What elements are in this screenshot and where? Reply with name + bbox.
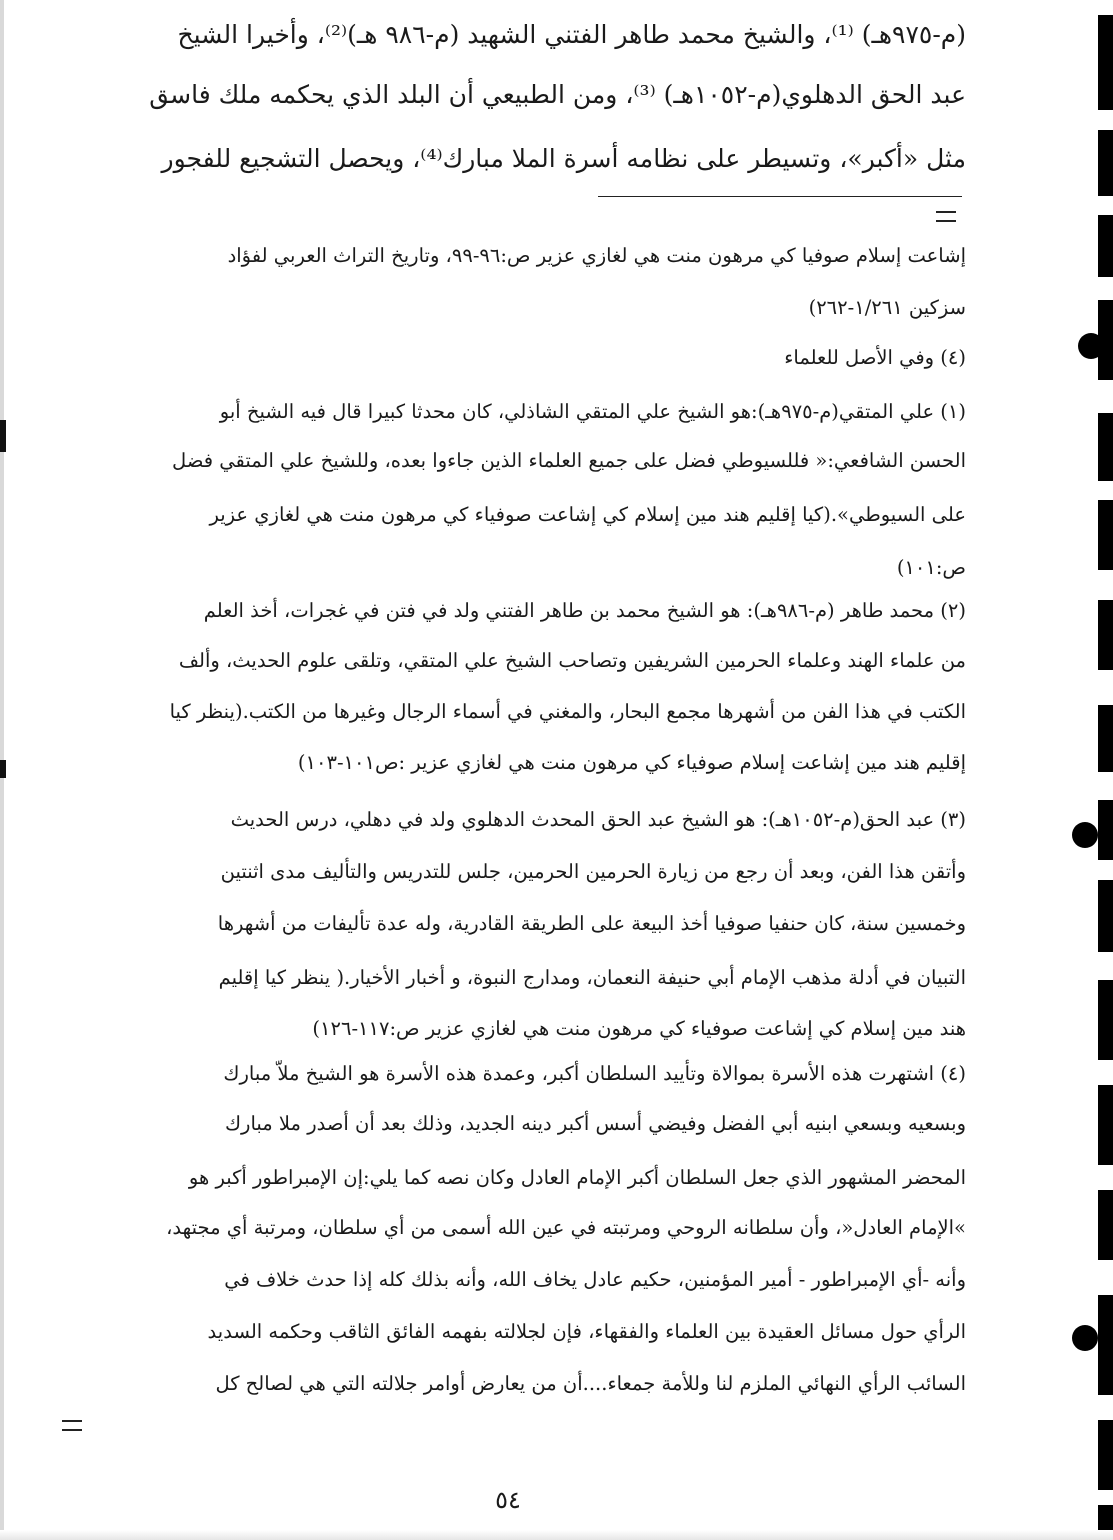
footnote-line: وأتقن هذا الفن، وبعد أن رجع من زيارة الحرمين الحرمين، جلس للتدريس والتأليف مدى اثنتين bbox=[220, 860, 966, 883]
edge-tick-mark bbox=[0, 420, 6, 452]
footnote-line: هند مين إسلام كي إشاعت صوفياء كي مرهون منت هي لغازي عزير ص:١١٧-١٢٦) bbox=[312, 1017, 966, 1040]
binder-mark bbox=[1098, 980, 1113, 1060]
binder-mark bbox=[1098, 880, 1113, 952]
main-text-line: مثل «أكبر»، وتسيطر على نظامه أسرة الملا مبارك⁽⁴⁾، ويحصل التشجيع للفجور bbox=[161, 144, 966, 173]
binder-mark bbox=[1098, 130, 1113, 196]
edge-tick-mark bbox=[0, 760, 6, 778]
binder-mark bbox=[1098, 1295, 1113, 1395]
footnote-line: وأنه -أي الإمبراطور - أمير المؤمنين، حكيم عادل يخاف الله، وأنه بذلك كله إذا حدث خلاف في bbox=[224, 1268, 966, 1291]
binder-mark bbox=[1098, 705, 1113, 772]
binder-mark bbox=[1098, 600, 1113, 670]
page-bottom-edge bbox=[0, 1530, 1113, 1540]
binder-mark bbox=[1098, 413, 1113, 481]
binder-mark bbox=[1098, 500, 1113, 570]
continuation-mark bbox=[62, 1420, 82, 1431]
binder-hole bbox=[1072, 1325, 1098, 1351]
binder-mark bbox=[1098, 1420, 1113, 1490]
binder-mark bbox=[1098, 800, 1113, 860]
footnote-line: السائب الرأي النهائي الملزم لنا وللأمة جمعاء....أن من يعارض أوامر جلالته التي هي لصالح كل bbox=[215, 1372, 966, 1395]
footnote-line: وبسعيه وبسعي ابنيه أبي الفضل وفيضي أسس أكبر دينه الجديد، وذلك بعد أن أصدر ملا مبارك bbox=[224, 1112, 966, 1135]
binder-mark bbox=[1098, 1190, 1113, 1260]
footnote-line: »الإمام العادل«، وأن سلطانه الروحي ومرتبته في عين الله أسمى من أي سلطان، ومرتبة أي مجتهد، bbox=[166, 1216, 966, 1239]
footnote-line: وخمسين سنة، كان حنفيا صوفيا أخذ البيعة على الطريقة القادرية، وله عدة تأليفات من أشهرها bbox=[217, 912, 966, 935]
footnote-line: الحسن الشافعي:« فللسيوطي فضل على جميع العلماء الذين جاءوا بعده، وللشيخ علي المتقي فضل bbox=[172, 449, 966, 472]
continuation-mark bbox=[936, 211, 956, 222]
footnote-line: على السيوطي».(كيا إقليم هند مين إسلام كي إشاعت صوفياء كي مرهون منت هي لغازي عزير bbox=[209, 503, 966, 526]
footnote-line: (٣) عبد الحق(م-١٠٥٢هـ): هو الشيخ عبد الحق المحدث الدهلوي ولد في دهلي، درس الحديث bbox=[230, 808, 966, 831]
binder-mark bbox=[1098, 15, 1113, 110]
footnote-line: (٤) اشتهرت هذه الأسرة بموالاة وتأييد السلطان أكبر، وعمدة هذه الأسرة هو الشيخ ملاّ مبارك bbox=[223, 1062, 966, 1085]
binder-hole bbox=[1072, 822, 1098, 848]
binder-mark bbox=[1098, 215, 1113, 277]
footnote-line: الكتب في هذا الفن من أشهرها مجمع البحار، والمغني في أسماء الرجال وغيرها من الكتب.(ينظر كيا bbox=[169, 700, 966, 723]
main-text-line: (م-٩٧٥هـ) ⁽¹⁾، والشيخ محمد طاهر الفتني الشهيد (م-٩٨٦ هـ)⁽²⁾، وأخيرا الشيخ bbox=[177, 20, 966, 49]
binder-hole bbox=[1078, 333, 1104, 359]
footnote-separator bbox=[598, 196, 962, 197]
footnote-line: (٢) محمد طاهر (م-٩٨٦هـ): هو الشيخ محمد بن طاهر الفتني ولد في فتن في غجرات، أخذ العلم bbox=[203, 599, 966, 622]
footnote-line: الرأي حول مسائل العقيدة بين العلماء والفقهاء، فإن لجلالته بفهمه الفائق الثاقب وحكمه السديد bbox=[207, 1320, 966, 1343]
footnote-line: (١) علي المتقي(م-٩٧٥هـ):هو الشيخ علي المتقي الشاذلي، كان محدثا كبيرا قال فيه الشيخ أبو bbox=[219, 400, 966, 423]
footnote-line: من علماء الهند وعلماء الحرمين الشريفين وتصاحب الشيخ علي المتقي، وتلقى علوم الحديث، وألف bbox=[178, 649, 966, 672]
footnote-line: ص:١٠١) bbox=[896, 556, 966, 579]
footnote-line: سزكين ١/٢٦١-٢٦٢) bbox=[808, 296, 966, 319]
footnote-line: إقليم هند مين إشاعت إسلام صوفياء كي مرهون منت هي لغازي عزير :ص١٠١-١٠٣) bbox=[297, 751, 966, 774]
binder-mark bbox=[1098, 1085, 1113, 1165]
footnote-line: (٤) وفي الأصل للعلماء bbox=[784, 346, 966, 369]
footnote-line: إشاعت إسلام صوفيا كي مرهون منت هي لغازي عزير ص:٩٦-٩٩، وتاريخ التراث العربي لفؤاد bbox=[227, 244, 966, 267]
main-text-line: عبد الحق الدهلوي(م-١٠٥٢هـ) ⁽³⁾، ومن الطبيعي أن البلد الذي يحكمه ملك فاسق bbox=[149, 80, 966, 109]
page-number: ٥٤ bbox=[495, 1486, 521, 1514]
footnote-line: المحضر المشهور الذي جعل السلطان أكبر الإمام العادل وكان نصه كما يلي:إن الإمبراطور أكبر هو bbox=[188, 1166, 966, 1189]
footnote-line: التبيان في أدلة مذهب الإمام أبي حنيفة النعمان، ومدارج النبوة، و أخبار الأخيار.( ينظر كيا إقليم bbox=[218, 966, 966, 989]
